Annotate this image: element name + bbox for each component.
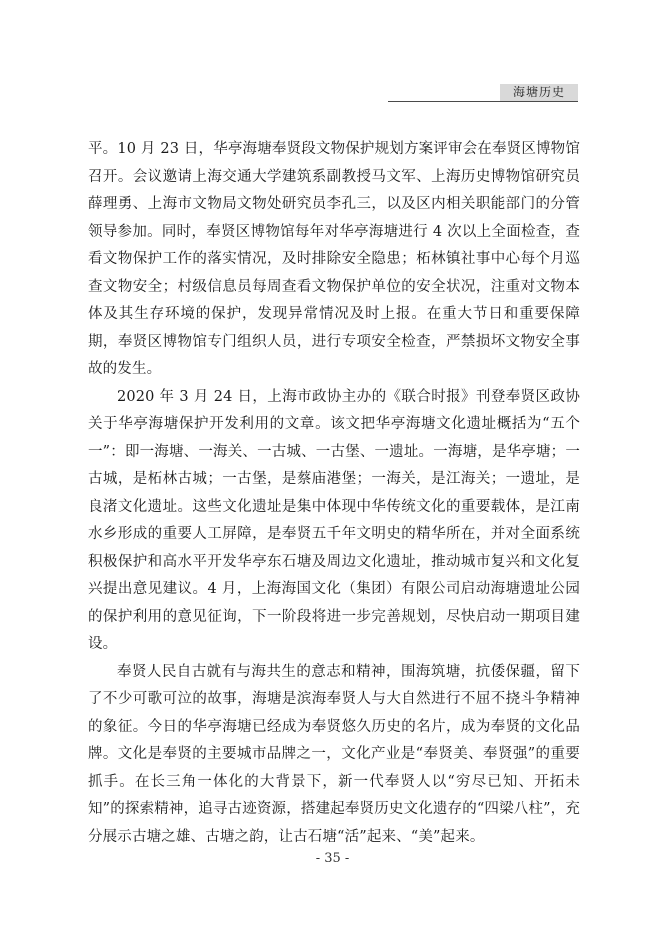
paragraph: 2020 年 3 月 24 日，上海市政协主办的《联合时报》刊登奉贤区政协关于华亭海塘保护开发利用的文章。该文把华亭海塘文化遗址概括为“五个一”：即一海塘、一海关、一古城、一古堡、一遗址。一海塘，是华亭塘；一古城，是柘林古城；一古堡，是蔡庙港堡；一海关，是江海关；一遗址，是良渚文化遗址。这些文化遗址是集中体现中华传统文化的重要载体，是江南水乡形成的重要人工屏障，是奉贤五千年文明史的精华所在，并对全面系统积极保护和高水平开发华亭东石塘及周边文化遗址，推动城市复兴和文化复兴提出意见建议。4 月，上海海国文化（集团）有限公司启动海塘遗址公园的保护利用的意见征询，下一阶段将进一步完善规划，尽快启动一期项目建设。	[88, 388, 580, 652]
body-text	[88, 136, 580, 851]
page-number: - 35 -	[315, 851, 350, 866]
running-header: 海塘历史	[500, 84, 578, 101]
paragraph: 奉贤人民自古就有与海共生的意志和精神，围海筑塘，抗倭保疆，留下了不少可歌可泣的故事，海塘是滨海奉贤人与大自然进行不屈不挠斗争精神的象征。今日的华亭海塘已经成为奉贤悠久历史的名片，成为奉贤的文化品牌。文化是奉贤的主要城市品牌之一，文化产业是“奉贤美、奉贤强”的重要抓手。在长三角一体化的大背景下，新一代奉贤人以“穷尽已知、开拓未知”的探索精神，追寻古迹资源，搭建起奉贤历史文化遗存的“四梁八柱”，充分展示古塘之雄、古塘之韵，让古石塘“活”起来、“美”起来。	[88, 663, 580, 845]
header-rule	[388, 101, 578, 102]
paragraph-continuation: 平。10 月 23 日，华亭海塘奉贤段文物保护规划方案评审会在奉贤区博物馆召开。会议邀请上海交通大学建筑系副教授马文军、上海历史博物馆研究员薛理勇、上海市文物局文物处研究员李孔三，以及区内相关职能部门的分管领导参加。同时，奉贤区博物馆每年对华亭海塘进行 4 次以上全面检查，查看文物保护工作的落实情况，及时排除安全隐患；柘林镇社事中心每个月巡查文物安全；村级信息员每周查看文物保护单位的安全状况，注重对文物本体及其生存环境的保护，发现异常情况及时上报。在重大节日和重要保障期，奉贤区博物馆专门组织人员，进行专项安全检查，严禁损坏文物安全事故的发生。	[88, 141, 580, 377]
